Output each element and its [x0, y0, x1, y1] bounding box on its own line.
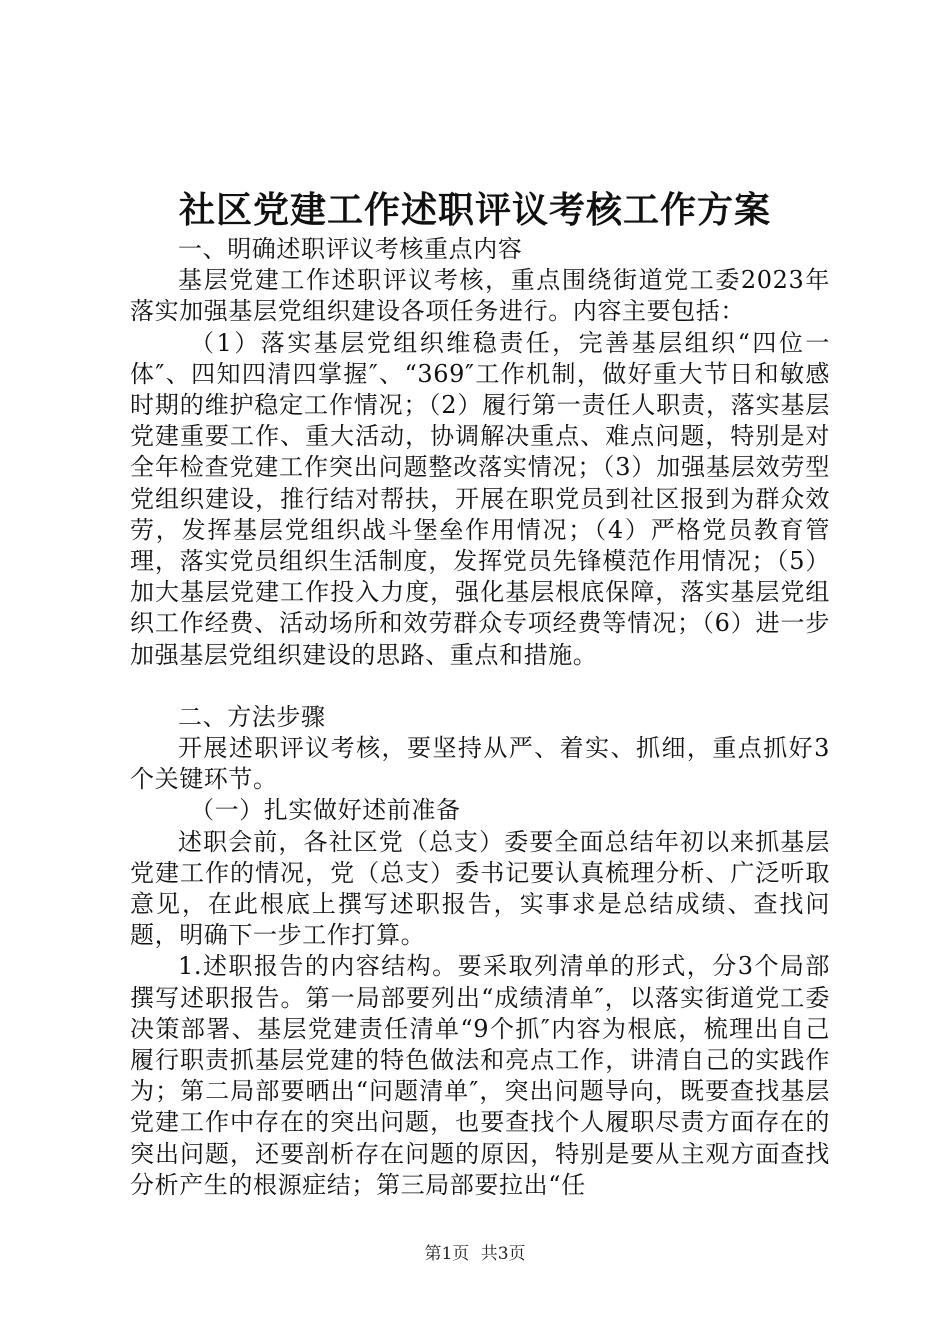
section-heading-1: 一、明确述职评议考核重点内容: [178, 235, 523, 263]
section-heading-2: 二、方法步骤: [178, 702, 326, 731]
page-footer: [0, 1242, 950, 1266]
page-number: 第1页: [424, 1244, 470, 1264]
document-title: 社区党建工作述职评议考核工作方案: [178, 189, 771, 231]
paragraph-report-structure: 1.述职报告的内容结构。要采取列清单的形式，分3个局部撰写述职报告。第一局部要列出“成绩清单″，以落实街道党工委决策部署、基层党建责任清单“9个抓″内容为根底，梳理出自己履行职责抓基层党建的特色做法和亮点工作，讲清自己的实践作为；第二局部要晒出“问题清单″，突出问题导向，既要查找基层党建工作中存在的突出问题，也要查找个人履职尽责方面存在的突出问题，还要剖析存在问题的原因，特别是要从主观方面查找分析产生的根源症结；第三局部要拉出“任: [130, 952, 830, 1199]
paragraph-method: 开展述职评议考核，要坚持从严、着实、抓细，重点抓好3个关键环节。: [130, 734, 830, 794]
document-body: [130, 234, 830, 1201]
paragraph-intro: 基层党建工作述职评议考核，重点围绕街道党工委2023年落实加强基层党组织建设各项任务进行。内容主要包括：: [130, 266, 830, 326]
page-total: 共3页: [480, 1244, 526, 1264]
paragraph-content-list: （1）落实基层党组织维稳责任，完善基层组织“四位一体″、四知四清四掌握″、“369″工作机制，做好重大节日和敏感时期的维护稳定工作情况；（2）履行第一责任人职责，落实基层党建重要工作、重大活动，协调解决重点、难点问题，特别是对全年检查党建工作突出问题整改落实情况；（3）加强基层效劳型党组织建设，推行结对帮扶，开展在职党员到社区报到为群众效劳，发挥基层党组织战斗堡垒作用情况；（4）严格党员教育管理，落实党员组织生活制度，发挥党员先锋模范作用情况；（5）加大基层党建工作投入力度，强化基层根底保障，落实基层党组织工作经费、活动场所和效劳群众专项经费等情况；（6）进一步加强基层党组织建设的思路、重点和措施。: [130, 328, 830, 669]
paragraph-preparation: 述职会前，各社区党（总支）委要全面总结年初以来抓基层党建工作的情况，党（总支）委书记要认真梳理分析、广泛听取意见，在此根底上撰写述职报告，实事求是总结成绩、查找问题，明确下一步工作打算。: [130, 827, 830, 950]
subsection-heading-1: （一）扎实做好述前准备: [190, 796, 461, 825]
